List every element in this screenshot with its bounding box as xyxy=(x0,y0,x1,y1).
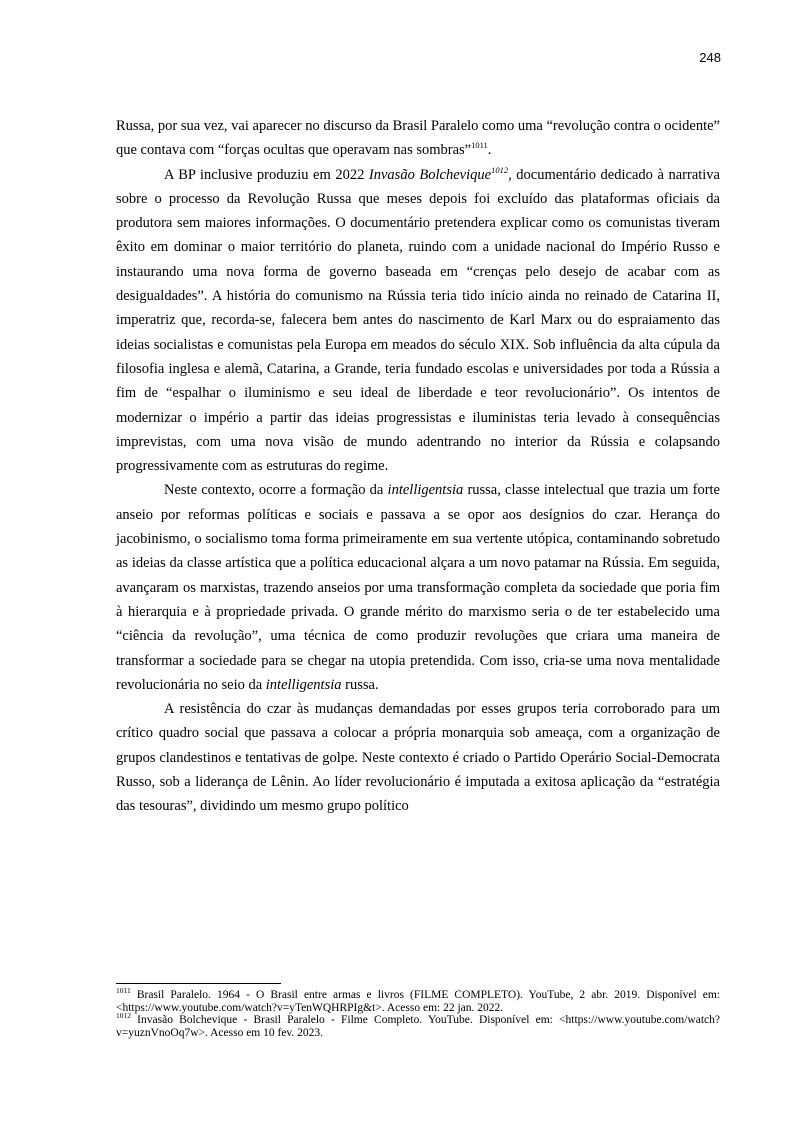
footnotes xyxy=(116,986,720,1039)
paragraph xyxy=(116,163,720,479)
text-run: A BP inclusive produziu em 2022 xyxy=(164,166,369,183)
footnote-ref xyxy=(491,165,508,175)
footnote-text: Invasão Bolchevique - Brasil Paralelo - Filme Completo. YouTube. Disponível em: <https://www.youtube.com/watch?v=yuznVnoOq7w>. Acesso em 10 fev. 2023. xyxy=(116,1014,720,1039)
italic-term: intelligentsia xyxy=(265,676,342,693)
text-run: A resistência do czar às mudanças demandadas por esses grupos teria corroborado para um crítico quadro social que passava a colocar a própria monarquia sob ameaça, com a organização de grupos clandestinos e tentativas de golpe. Neste contexto é criado o Partido Operário Social-Democrata Russo, sob a liderança de Lênin. Ao líder revolucionário é imputada a exitosa aplicação da “estratégia das tesouras”, dividindo um mesmo grupo político xyxy=(116,701,720,815)
footnote xyxy=(116,1011,720,1039)
paragraph xyxy=(116,478,720,697)
paragraph xyxy=(116,697,720,818)
page-number: 248 xyxy=(699,50,721,65)
footnote-ref-number: 1012 xyxy=(491,164,509,175)
text-run: russa. xyxy=(341,676,379,693)
main-text xyxy=(116,114,720,819)
italic-title: Invasão Bolchevique xyxy=(368,166,492,183)
text-run: russa, classe intelectual que trazia um forte anseio por reformas políticas e sociais e passava a se opor aos desígnios do czar. Herança do jacobinismo, o socialismo toma forma primeiramente em sua vertente utópica, contaminando sobretudo as ideias da classe artística que a política educacional alçara a um novo patamar na Rússia. Em seguida, avançaram os marxistas, trazendo anseios por uma transformação completa da sociedade que poria fim à hierarquia e à propriedade privada. O grande mérito do marxismo seria o de ter estabelecido uma “ciência da revolução”, uma técnica de como produzir revoluções que criara uma maneira de transformar a sociedade para se chegar na utopia pretendida. Com isso, cria-se uma nova mentalidade revolucionária no seio da xyxy=(116,482,720,693)
text-run: Russa, por sua vez, vai aparecer no discurso da Brasil Paralelo como uma “revolução contra o ocidente” que contava com “forças ocultas que operavam nas sombras” xyxy=(116,118,720,159)
footnote-divider xyxy=(116,983,281,984)
italic-term: intelligentsia xyxy=(387,482,464,499)
footnote-number: 1011 xyxy=(116,986,131,996)
paragraph xyxy=(116,114,720,163)
footnote xyxy=(116,986,720,1014)
footnote-ref: 1011 xyxy=(471,140,488,151)
footnote-number: 1012 xyxy=(116,1011,131,1021)
text-run: . xyxy=(487,142,492,159)
text-run: , documentário dedicado à narrativa sobre o processo da Revolução Russa que meses depois foi excluído das plataformas oficiais da produtora sem maiores informações. O documentário pretendera explicar como os comunistas tiveram êxito em dominar o maior território do planeta, ruindo com a unidade nacional do Império Russo e instaurando uma nova forma de governo baseada em “crenças pelo desejo de acabar com as desigualdades”. A história do comunismo na Rússia teria tido início ainda no reinado de Catarina II, imperatriz que, recorda-se, falecera bem antes do nascimento de Karl Marx ou do espraiamento das ideias socialistas e comunistas pela Europa em meados do século XIX. Sob influência da alta cúpula da filosofia inglesa e alemã, Catarina, a Grande, teria fundado escolas e universidades por toda a Rússia a fim de “espalhar o iluminismo e seu ideal de liberdade e teor revolucionário”. Os intentos de modernizar o império a partir das ideias progressistas e iluministas teria levado à consequências imprevistas, com uma nova visão de mundo adentrando no interior da Rússia e colapsando progressivamente com as estruturas do regime. xyxy=(116,166,720,475)
text-run: Neste contexto, ocorre a formação da xyxy=(164,482,388,499)
footnote-text: Brasil Paralelo. 1964 - O Brasil entre armas e livros (FILME COMPLETO). YouTube, 2 abr. 2019. Disponível em: <https://www.youtube.com/watch?v=yTenWQHRPIg&t>. Acesso em: 22 jan. 2022. xyxy=(116,989,720,1014)
